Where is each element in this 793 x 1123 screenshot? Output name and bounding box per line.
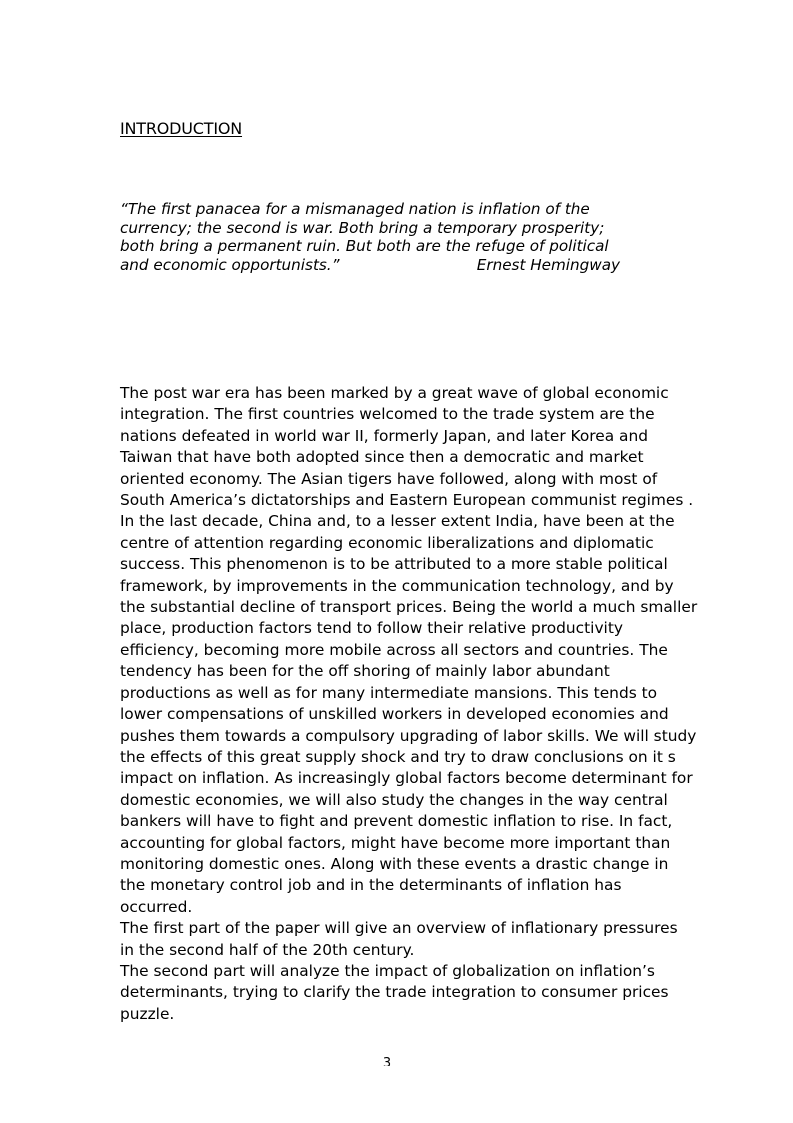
epigraph-quote: [120, 200, 625, 274]
body-line: Taiwan that have both adopted since then a democratic and market: [120, 448, 644, 467]
body-line: In the last decade, China and, to a lesser extent India, have been at the: [120, 512, 675, 531]
body-line: nations defeated in world war II, formerly Japan, and later Korea and: [120, 426, 649, 445]
section-heading: INTRODUCTION: [120, 119, 243, 138]
body-line: oriented economy. The Asian tigers have followed, along with most of: [120, 469, 658, 488]
body-line: puzzle.: [120, 1004, 175, 1023]
body-line: The post war era has been marked by a great wave of global economic: [120, 384, 669, 402]
body-line: occurred.: [120, 897, 193, 916]
quote-line: and economic opportunists.”: [120, 255, 340, 274]
body-line: pushes them towards a compulsory upgrading of labor skills. We will study: [120, 726, 697, 745]
body-line: integration. The first countries welcomed to the trade system are the: [120, 405, 655, 424]
body-line: centre of attention regarding economic liberalizations and diplomatic: [120, 533, 654, 552]
page-number: 3: [382, 1056, 392, 1066]
body-line: domestic economies, we will also study the changes in the way central: [120, 790, 668, 809]
body-line: determinants, trying to clarify the trade integration to consumer prices: [120, 983, 669, 1002]
body-line: accounting for global factors, might have become more important than: [120, 833, 671, 852]
body-line: productions as well as for many intermediate mansions. This tends to: [120, 683, 658, 702]
quote-author: Ernest Hemingway: [476, 255, 620, 274]
quote-line: “The first panacea for a mismanaged nation is inflation of the: [120, 200, 590, 218]
body-line: The first part of the paper will give an overview of inflationary pressures: [120, 919, 678, 938]
body-line: impact on inflation. As increasingly global factors become determinant for: [120, 769, 693, 788]
body-line: lower compensations of unskilled workers in developed economies and: [120, 705, 669, 724]
quote-line: currency; the second is war. Both bring a temporary prosperity;: [120, 218, 605, 237]
body-line: the monetary control job and in the determinants of inflation has: [120, 876, 622, 895]
body-line: South America’s dictatorships and Eastern European communist regimes .: [120, 491, 694, 510]
body-line: success. This phenomenon is to be attributed to a more stable political: [120, 555, 668, 574]
body-line: tendency has been for the off shoring of mainly labor abundant: [120, 662, 610, 681]
body-line: the effects of this great supply shock and try to draw conclusions on it s: [120, 747, 676, 766]
quote-line: both bring a permanent ruin. But both are the refuge of political: [120, 237, 609, 255]
body-line: the substantial decline of transport prices. Being the world a much smaller: [120, 598, 698, 617]
body-line: efficiency, becoming more mobile across all sectors and countries. The: [120, 640, 668, 659]
body-line: The second part will analyze the impact of globalization on inflation’s: [120, 961, 655, 980]
body-line: monitoring domestic ones. Along with these events a drastic change in: [120, 854, 669, 873]
body-line: place, production factors tend to follow their relative productivity: [120, 619, 623, 638]
quote-last-line: [120, 256, 620, 275]
body-paragraph: [120, 383, 700, 1025]
body-line: in the second half of the 20th century.: [120, 940, 415, 959]
body-line: framework, by improvements in the communication technology, and by: [120, 576, 674, 595]
body-line: bankers will have to fight and prevent domestic inflation to rise. In fact,: [120, 812, 673, 831]
